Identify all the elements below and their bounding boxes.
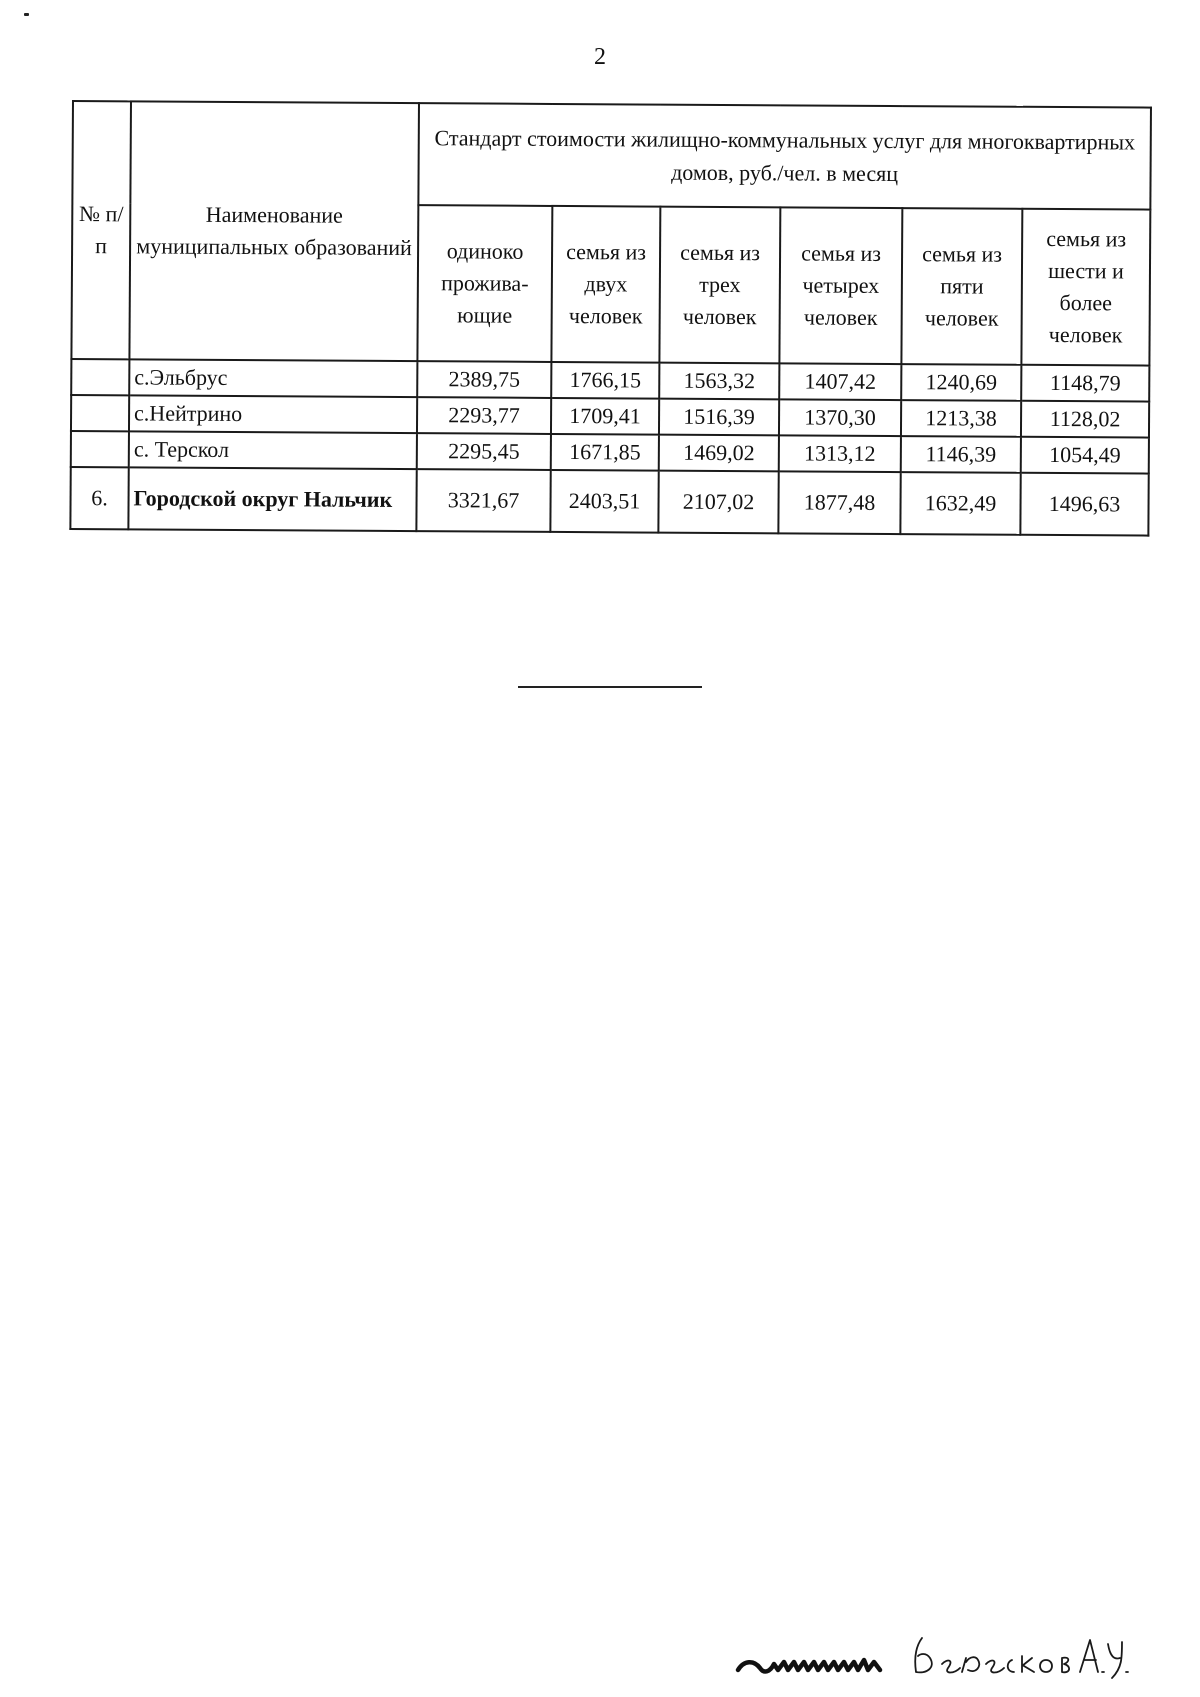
column-header-municipality: Наименование муниципальных образований bbox=[129, 101, 419, 361]
row-number bbox=[71, 359, 129, 395]
cost-value: 2389,75 bbox=[417, 361, 551, 398]
column-header-family-2: семья из двух человек bbox=[551, 206, 660, 363]
cost-value: 1877,48 bbox=[778, 471, 900, 534]
column-group-header: Стандарт стоимости жилищно-коммунальных услуг для многоквартирных домов, руб./чел. в месяц bbox=[418, 103, 1151, 209]
cost-value: 1766,15 bbox=[551, 362, 659, 399]
handwritten-signature bbox=[730, 1624, 1130, 1684]
cost-value: 3321,67 bbox=[416, 469, 550, 532]
cost-value: 1671,85 bbox=[551, 434, 659, 471]
cost-value: 1516,39 bbox=[659, 399, 779, 436]
column-header-family-5: семья из пяти человек bbox=[901, 208, 1022, 365]
cost-value: 1563,32 bbox=[659, 363, 779, 400]
page-number: 2 bbox=[594, 44, 606, 70]
row-number bbox=[71, 395, 129, 431]
cost-value: 1709,41 bbox=[551, 398, 659, 435]
cost-value: 1469,02 bbox=[659, 435, 779, 472]
cost-value: 2293,77 bbox=[417, 397, 551, 434]
cost-value: 1213,38 bbox=[901, 400, 1021, 437]
cost-value: 1407,42 bbox=[779, 363, 901, 400]
cost-value: 1146,39 bbox=[901, 436, 1021, 473]
municipality-name: с. Терскол bbox=[129, 431, 417, 469]
column-header-family-6-plus: семья из шести и более человек bbox=[1021, 209, 1150, 366]
cost-value: 1148,79 bbox=[1021, 365, 1149, 402]
municipality-name: с.Нейтрино bbox=[129, 395, 417, 433]
cost-value: 1128,02 bbox=[1021, 401, 1149, 438]
municipality-name: Городской округ Нальчик bbox=[128, 467, 416, 531]
column-header-single: одиноко прожива-ющие bbox=[417, 205, 552, 362]
housing-cost-standards-table bbox=[69, 100, 1152, 537]
municipality-name: с.Эльбрус bbox=[129, 359, 417, 397]
column-header-family-3: семья из трех человек bbox=[659, 207, 780, 364]
cost-value: 1632,49 bbox=[900, 472, 1020, 535]
row-number bbox=[71, 431, 129, 467]
column-header-family-4: семья из четырех человек bbox=[779, 207, 902, 364]
scan-artifact bbox=[24, 13, 29, 16]
table-row bbox=[70, 467, 1148, 536]
column-header-number: № п/п bbox=[71, 101, 131, 359]
row-number: 6. bbox=[70, 467, 128, 529]
cost-value: 1054,49 bbox=[1021, 437, 1149, 474]
cost-value: 1313,12 bbox=[779, 435, 901, 472]
cost-value: 2403,51 bbox=[550, 470, 658, 533]
cost-value: 2107,02 bbox=[658, 471, 778, 534]
cost-value: 2295,45 bbox=[417, 433, 551, 470]
end-of-table-divider bbox=[518, 686, 702, 688]
cost-value: 1370,30 bbox=[779, 399, 901, 436]
cost-value: 1240,69 bbox=[901, 364, 1021, 401]
cost-value: 1496,63 bbox=[1020, 473, 1148, 536]
